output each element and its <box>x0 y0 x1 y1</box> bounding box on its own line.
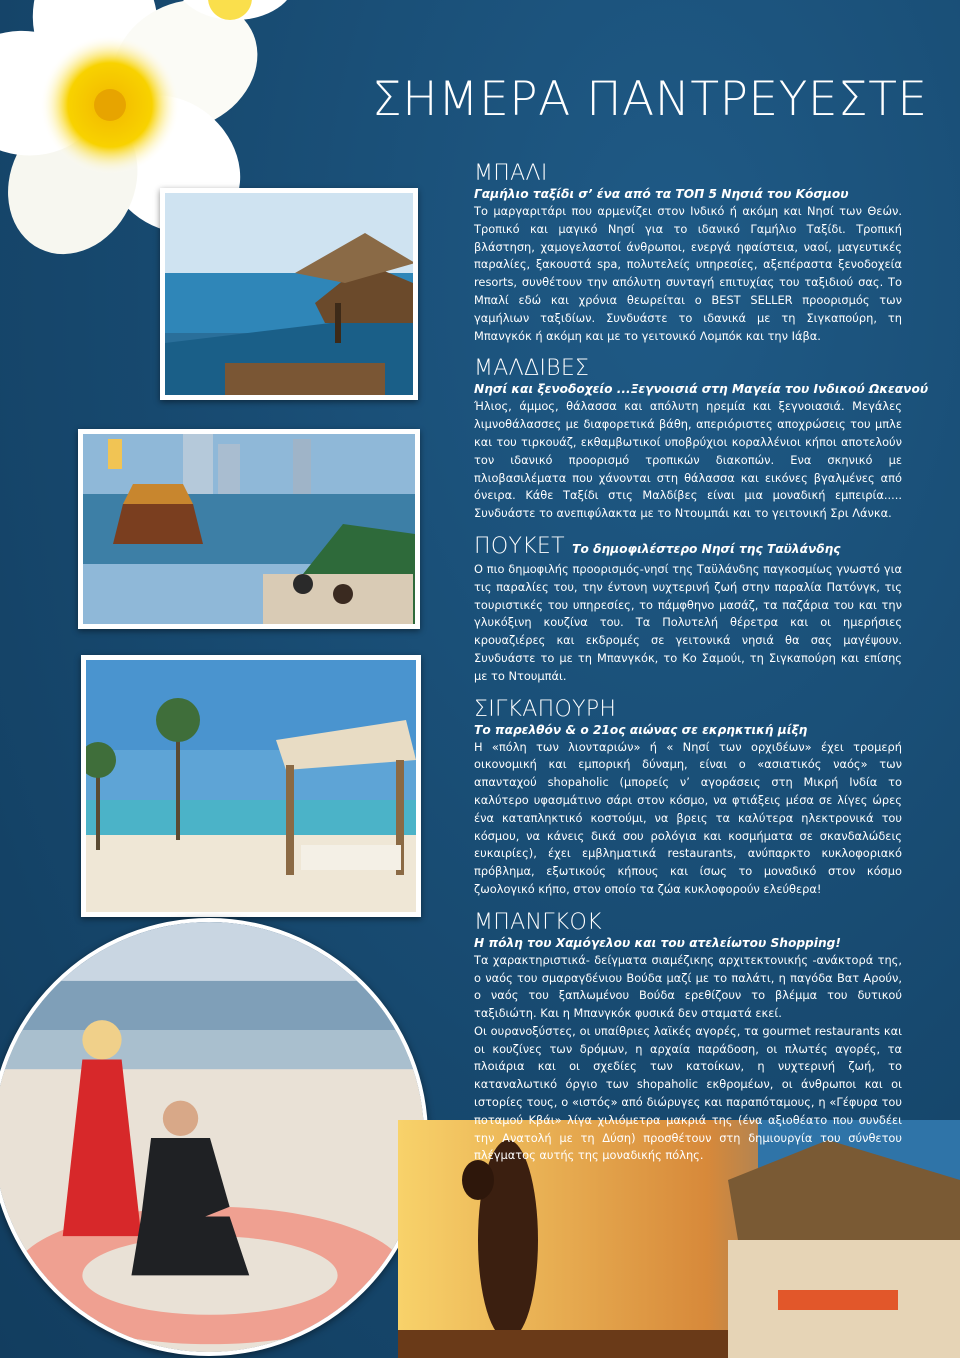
maldives-beach-gazebo-photo <box>81 655 421 917</box>
section-heading-phuket <box>474 535 902 561</box>
section-subheading-singapore: Το παρελθόν & ο 21ος αιώνας σε εκρηκτική μίξη <box>474 722 808 737</box>
section-subheading-bangkok: Η πόλη του Χαμόγελου και του ατελείωτου Shopping! <box>474 935 841 950</box>
section-body-bangkok-2: Οι ουρανοξύστες, οι υπαίθριες λαϊκές αγορές, τα gourmet restaurants και οι κουζίνες των δρόμων, η αρχαία παράδοση, οι πλωτές αγορές, τα πλοιάρια και οι σχεδίες των κατοίκων, η νυχτερινή ζωή, το καταναλωτικό όργιο των shopaholic εκθρομέων, οι άνθρωποι και οι ιστορίες τους, ο «ιστός» από διώρυγες και παραπόταμους, η «Γέφυρα του ποταμού Κβάι» λίγα χιλιόμετρα μακριά της (ένα αξιοθέατο που συνδέει την Ανατολή με τη Δύση) προσθέτουν στη δημιουργία του σύνθετου πλέγματος αυτής της μοναδικής πόλης. <box>474 1023 902 1163</box>
section-body-bangkok-1: Τα χαρακτηριστικά- δείγματα σιαμέζικης αρχιτεκτονικής -ανάκτορά της, ο ναός του σμαραγδένιου Βούδα μαζί με το παλάτι, η παγόδα Βατ Αρούν, ο ναός του ξαπλωμένου Βούδα ερεθίζουν το βλέμμα του δυτικού ταξιδιώτη. Και η Μπανγκόκ φυσικά δεν σταματά εκεί. <box>474 952 902 1021</box>
section-heading-phuket-text: ΠΟΥΚΕΤ <box>474 533 565 559</box>
section-body-phuket: Ο πιο δημοφιλής προορισμός-νησί της Ταϋλάνδης παγκοσμίως γνωστό για τις παραλίες του, την έντονη νυχτερινή ζωή στην παραλία Πατόνγκ, τις τουριστικές του υπηρεσίες, το πάμφθηνο μασάζ, τα παζάρια του και την γλυκόξινη κουζίνα του. Τα Πολυτελή θέρετρα και οι ημερήσιες κρουαζιέρες και εκδρομές σε γειτονικά νησιά θα σας μαγέψουν. Συνδυάστε το με τη Μπανγκόκ, το Κο Σαμούι, τη Σιγκαπούρη και επίσης με το Ντουμπάι. <box>474 561 902 683</box>
section-heading-bangkok: ΜΠΑΝΓΚΟΚ <box>474 909 602 935</box>
section-subheading-maldives: Νησί και ξενοδοχείο ...Ξεγνοισιά στη Μαγεία του Ινδικού Ωκεανού <box>474 382 929 397</box>
section-bangkok <box>474 911 902 1166</box>
section-subheading-phuket: Το δημοφιλέστερο Νησί της Ταϋλάνδης <box>572 541 841 556</box>
section-body-bali: Το μαργαριτάρι που αρμενίζει στον Ινδικό ή ακόμη και Νησί των Θεών. Τροπικό και μαγικό Νησί για το ιδανικό Γαμήλιο Ταξίδι. Τροπική βλάστηση, χαμογελαστοί άνθρωποι, ενεργά ηφαίστεια, ναοί, μαγευτικές παραλίες, ξακουστά spa, πολυτελείς υπηρεσίες, αξεπέραστα ξενοδοχεία resorts, συνθέτουν την απόλυτη συνταγή επιτυχίας του ταξιδιού σας. Το Μπαλί εδώ και χρόνια θεωρείται ο BEST SELLER προορισμός των γαμήλιων ταξιδίων. Συνδυάστε το ιδανικά με τη Σιγκαπούρη, τη Μπανγκόκ ή ακόμη και με το γειτονικό Λομπόκ και την Ιάβα. <box>474 204 902 343</box>
bali-resort-pool-photo <box>160 188 418 400</box>
section-bali <box>474 162 902 345</box>
text-column <box>474 161 929 1177</box>
section-heading-maldives: ΜΑΛΔΙΒΕΣ <box>474 356 590 382</box>
section-body-maldives: Ήλιος, άμμος, θάλασσα και απόλυτη ηρεμία και ξεγνοιασιά. Μεγάλες λιμνοθάλασσες με διαφορετικά βάθη, απεριόριστες αποχρώσεις του μπλε και του τιρκουάζ, εκθαμβωτικοί υποβρύχιοι κοραλλένιοι κήποι αποτελούν τον ιδανικό προορισμό τροπικών διακοπών. Ενα σκηνικό με πλιοβασιλέματα που χάνονται στη θάλασσα και εικόνες βγαλμένες από όνειρα. Κάθε Ταξίδι στις Μαλδίβες είναι μια μοναδική εμπειρία..... Συνδυάστε το ανεπιφύλακτα με το Ντουμπάι και το γειτονική Σρι Λάνκα. <box>474 399 902 521</box>
beach-proposal-photo <box>0 918 428 1356</box>
section-singapore <box>474 698 902 899</box>
section-phuket <box>474 535 902 686</box>
section-maldives <box>474 356 929 523</box>
section-heading-singapore: ΣΙΓΚΑΠΟΥΡΗ <box>474 696 617 722</box>
section-body-singapore: Η «πόλη των λιονταριών» ή « Νησί των ορχιδέων» έχει τρομερή οικονομική και εμπορική δύναμη, είναι ο «ασιατικός ναός» των απανταχού shopaholic (μπορείς ν’ αγοράσεις στη Μικρή Ινδία το καλύτερο υφασμάτινο σάρι στον κόσμο, να φτιάξεις μέσα σε λίγες ώρες ένα καταπληκτικό κοστούμι, να βρεις τα καλύτερα ηλεκτρονικά του κόσμου, να κάνεις δικά σου ρολόγια και κοσμήματα σε σκανδαλώδεις ευκαιρίες), έχει εμβληματικά restaurants, ανύπαρκτο κυκλοφοριακό πρόβλημα, εξωτικούς κήπους και ίσως το μοναδικό στον κόσμο ζωολογικό κήπο, στον οποίο τα ζώα κυκλοφορούν ελεύθερα! <box>474 739 902 896</box>
page-title: ΣΗΜΕΡΑ ΠΑΝΤΡΕΥΕΣΤΕ <box>372 72 928 127</box>
bangkok-river-dining-photo <box>78 429 420 629</box>
section-subheading-bali: Γαμήλιο ταξίδι σ’ ένα από τα ΤΟΠ 5 Νησιά του Κόσμου <box>474 187 849 201</box>
section-heading-bali: ΜΠΑΛΙ <box>474 161 548 186</box>
